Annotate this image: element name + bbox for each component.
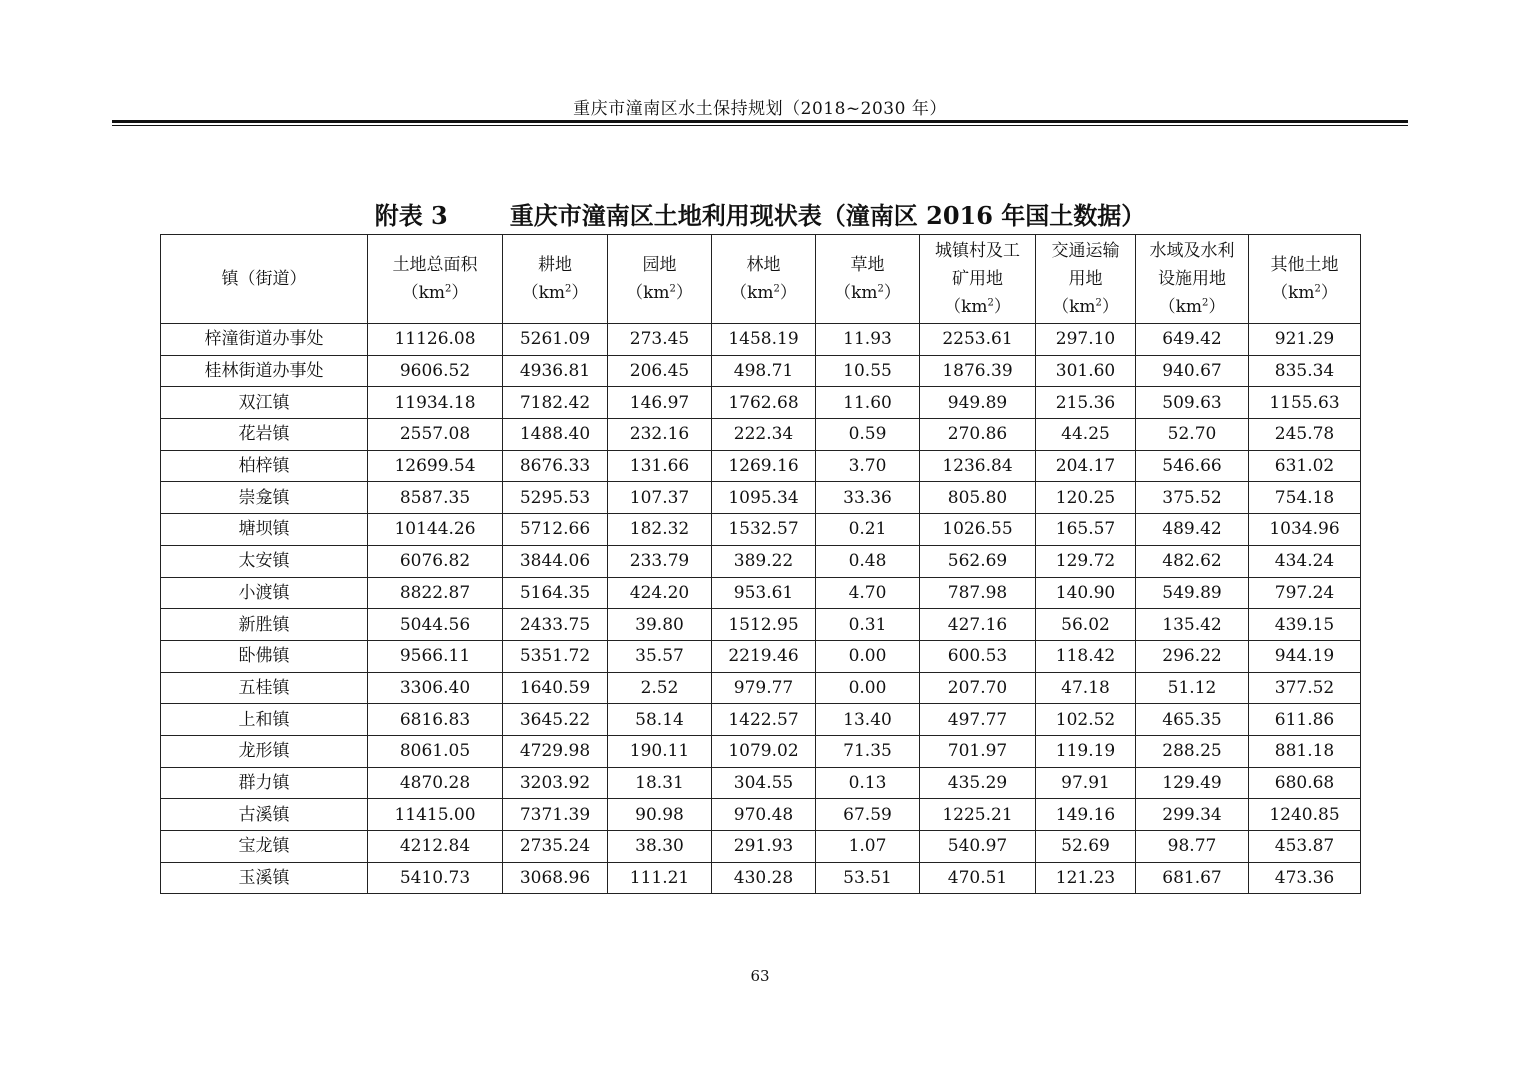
town-name-cell: 玉溪镇 (161, 862, 368, 894)
area-value-cell: 1236.84 (920, 450, 1036, 482)
table-row (161, 640, 1361, 672)
area-value-cell: 940.67 (1136, 355, 1249, 387)
header-row (161, 235, 1361, 324)
col-header-line: 矿用地 (952, 269, 1003, 289)
town-name-cell: 梓潼街道办事处 (161, 324, 368, 356)
area-value-cell: 3.70 (816, 450, 920, 482)
area-value-cell: 107.37 (608, 482, 712, 514)
area-value-cell: 1458.19 (712, 324, 816, 356)
area-value-cell: 233.79 (608, 545, 712, 577)
table-row (161, 831, 1361, 863)
area-value-cell: 71.35 (816, 735, 920, 767)
area-value-cell: 35.57 (608, 640, 712, 672)
area-value-cell: 146.97 (608, 387, 712, 419)
area-value-cell: 649.42 (1136, 324, 1249, 356)
table-row (161, 450, 1361, 482)
area-value-cell: 4212.84 (368, 831, 503, 863)
col-unit: $(km^2)$ (944, 297, 1011, 317)
town-name-cell: 群力镇 (161, 767, 368, 799)
area-value-cell: 10.55 (816, 355, 920, 387)
col-unit: $(km^2)$ (401, 283, 469, 303)
table-row (161, 577, 1361, 609)
col-header-line: 设施用地 (1158, 269, 1226, 289)
col-header-line: 林地 (746, 255, 781, 275)
area-value-cell: 1762.68 (712, 387, 816, 419)
area-value-cell: 38.30 (608, 831, 712, 863)
area-value-cell: 0.00 (816, 672, 920, 704)
running-header: 重庆市潼南区水土保持规划（2018~2030 年） (573, 99, 947, 119)
area-value-cell: 135.42 (1136, 609, 1249, 641)
town-name-cell: 双江镇 (161, 387, 368, 419)
area-value-cell: 0.00 (816, 640, 920, 672)
area-value-cell: 52.70 (1136, 419, 1249, 451)
area-value-cell: 301.60 (1036, 355, 1136, 387)
col-header-town (161, 235, 368, 324)
area-value-cell: 1488.40 (503, 419, 608, 451)
area-value-cell: 0.59 (816, 419, 920, 451)
area-value-cell: 377.52 (1249, 672, 1361, 704)
town-name-cell: 塘坝镇 (161, 514, 368, 546)
town-name-cell: 龙形镇 (161, 735, 368, 767)
col-header-forest (712, 235, 816, 324)
area-value-cell: 482.62 (1136, 545, 1249, 577)
col-unit: $(km^2)$ (730, 283, 797, 303)
area-value-cell: 439.15 (1249, 609, 1361, 641)
area-value-cell: 131.66 (608, 450, 712, 482)
table-row (161, 735, 1361, 767)
area-value-cell: 434.24 (1249, 545, 1361, 577)
area-value-cell: 291.93 (712, 831, 816, 863)
area-value-cell: 102.52 (1036, 704, 1136, 736)
area-value-cell: 389.22 (712, 545, 816, 577)
col-header-line: 草地 (850, 255, 885, 275)
area-value-cell: 435.29 (920, 767, 1036, 799)
col-unit: $(km^2)$ (834, 283, 901, 303)
col-header-line: 耕地 (538, 255, 572, 275)
area-value-cell: 1.07 (816, 831, 920, 863)
header-rule-thick (112, 120, 1408, 123)
col-header-transport (1036, 235, 1136, 324)
area-value-cell: 680.68 (1249, 767, 1361, 799)
area-value-cell: 11.60 (816, 387, 920, 419)
area-value-cell: 835.34 (1249, 355, 1361, 387)
town-name-cell: 小渡镇 (161, 577, 368, 609)
area-value-cell: 56.02 (1036, 609, 1136, 641)
area-value-cell: 3068.96 (503, 862, 608, 894)
area-value-cell: 681.67 (1136, 862, 1249, 894)
area-value-cell: 67.59 (816, 799, 920, 831)
town-name-cell: 新胜镇 (161, 609, 368, 641)
area-value-cell: 546.66 (1136, 450, 1249, 482)
col-header-grassland (816, 235, 920, 324)
table-row (161, 355, 1361, 387)
area-value-cell: 47.18 (1036, 672, 1136, 704)
area-value-cell: 1422.57 (712, 704, 816, 736)
area-value-cell: 8587.35 (368, 482, 503, 514)
area-value-cell: 2219.46 (712, 640, 816, 672)
area-value-cell: 0.21 (816, 514, 920, 546)
area-value-cell: 98.77 (1136, 831, 1249, 863)
col-unit: $(km^2)$ (626, 283, 693, 303)
area-value-cell: 562.69 (920, 545, 1036, 577)
area-value-cell: 489.42 (1136, 514, 1249, 546)
town-name-cell: 古溪镇 (161, 799, 368, 831)
area-value-cell: 11126.08 (368, 324, 503, 356)
table-caption-label: 附表 3 (374, 201, 448, 230)
col-header-line: 其他土地 (1270, 255, 1339, 275)
col-header-line: 交通运输 (1051, 241, 1120, 261)
area-value-cell: 2735.24 (503, 831, 608, 863)
area-value-cell: 8061.05 (368, 735, 503, 767)
area-value-cell: 39.80 (608, 609, 712, 641)
area-value-cell: 11934.18 (368, 387, 503, 419)
area-value-cell: 304.55 (712, 767, 816, 799)
area-value-cell: 1026.55 (920, 514, 1036, 546)
area-value-cell: 190.11 (608, 735, 712, 767)
table-row (161, 862, 1361, 894)
area-value-cell: 299.34 (1136, 799, 1249, 831)
area-value-cell: 129.49 (1136, 767, 1249, 799)
area-value-cell: 140.90 (1036, 577, 1136, 609)
area-value-cell: 121.23 (1036, 862, 1136, 894)
area-value-cell: 129.72 (1036, 545, 1136, 577)
area-value-cell: 6076.82 (368, 545, 503, 577)
col-header-line: 土地总面积 (392, 255, 478, 275)
table-row (161, 799, 1361, 831)
area-value-cell: 111.21 (608, 862, 712, 894)
area-value-cell: 245.78 (1249, 419, 1361, 451)
table-row (161, 609, 1361, 641)
area-value-cell: 5295.53 (503, 482, 608, 514)
area-value-cell: 5261.09 (503, 324, 608, 356)
area-value-cell: 273.45 (608, 324, 712, 356)
area-value-cell: 979.77 (712, 672, 816, 704)
col-header-line: 镇（街道） (221, 269, 307, 289)
area-value-cell: 473.36 (1249, 862, 1361, 894)
col-header-urban-mining (920, 235, 1036, 324)
area-value-cell: 33.36 (816, 482, 920, 514)
area-value-cell: 1512.95 (712, 609, 816, 641)
col-header-line: 水域及水利 (1149, 241, 1235, 261)
col-header-line: 用地 (1068, 269, 1103, 289)
area-value-cell: 549.89 (1136, 577, 1249, 609)
town-name-cell: 卧佛镇 (161, 640, 368, 672)
area-value-cell: 3306.40 (368, 672, 503, 704)
area-value-cell: 5044.56 (368, 609, 503, 641)
area-value-cell: 701.97 (920, 735, 1036, 767)
area-value-cell: 53.51 (816, 862, 920, 894)
area-value-cell: 1095.34 (712, 482, 816, 514)
area-value-cell: 453.87 (1249, 831, 1361, 863)
area-value-cell: 207.70 (920, 672, 1036, 704)
area-value-cell: 215.36 (1036, 387, 1136, 419)
area-value-cell: 7182.42 (503, 387, 608, 419)
area-value-cell: 497.77 (920, 704, 1036, 736)
area-value-cell: 0.13 (816, 767, 920, 799)
col-unit: $(km^2)$ (1158, 297, 1226, 317)
area-value-cell: 5164.35 (503, 577, 608, 609)
col-header-water (1136, 235, 1249, 324)
area-value-cell: 4870.28 (368, 767, 503, 799)
area-value-cell: 944.19 (1249, 640, 1361, 672)
area-value-cell: 498.71 (712, 355, 816, 387)
table-row (161, 704, 1361, 736)
area-value-cell: 3844.06 (503, 545, 608, 577)
town-name-cell: 上和镇 (161, 704, 368, 736)
area-value-cell: 232.16 (608, 419, 712, 451)
header-rule-thin (112, 125, 1408, 126)
area-value-cell: 12699.54 (368, 450, 503, 482)
area-value-cell: 465.35 (1136, 704, 1249, 736)
area-value-cell: 1876.39 (920, 355, 1036, 387)
area-value-cell: 11.93 (816, 324, 920, 356)
col-header-garden (608, 235, 712, 324)
town-name-cell: 太安镇 (161, 545, 368, 577)
area-value-cell: 204.17 (1036, 450, 1136, 482)
col-unit: $(km^2)$ (1271, 283, 1338, 303)
area-value-cell: 119.19 (1036, 735, 1136, 767)
area-value-cell: 1225.21 (920, 799, 1036, 831)
table-row (161, 387, 1361, 419)
area-value-cell: 3203.92 (503, 767, 608, 799)
area-value-cell: 52.69 (1036, 831, 1136, 863)
page-number: 63 (750, 967, 770, 985)
area-value-cell: 58.14 (608, 704, 712, 736)
area-value-cell: 1640.59 (503, 672, 608, 704)
area-value-cell: 2253.61 (920, 324, 1036, 356)
area-value-cell: 375.52 (1136, 482, 1249, 514)
table-row (161, 514, 1361, 546)
area-value-cell: 0.48 (816, 545, 920, 577)
area-value-cell: 11415.00 (368, 799, 503, 831)
area-value-cell: 754.18 (1249, 482, 1361, 514)
area-value-cell: 9606.52 (368, 355, 503, 387)
area-value-cell: 0.31 (816, 609, 920, 641)
table-row (161, 324, 1361, 356)
area-value-cell: 611.86 (1249, 704, 1361, 736)
table-row (161, 482, 1361, 514)
col-header-total-area (368, 235, 503, 324)
town-name-cell: 宝龙镇 (161, 831, 368, 863)
area-value-cell: 540.97 (920, 831, 1036, 863)
area-value-cell: 9566.11 (368, 640, 503, 672)
area-value-cell: 1240.85 (1249, 799, 1361, 831)
area-value-cell: 430.28 (712, 862, 816, 894)
col-unit: $(km^2)$ (521, 283, 589, 303)
area-value-cell: 8822.87 (368, 577, 503, 609)
col-header-line: 园地 (642, 255, 677, 275)
area-value-cell: 4729.98 (503, 735, 608, 767)
area-value-cell: 270.86 (920, 419, 1036, 451)
area-value-cell: 18.31 (608, 767, 712, 799)
area-value-cell: 222.34 (712, 419, 816, 451)
area-value-cell: 787.98 (920, 577, 1036, 609)
table-caption (0, 196, 1520, 231)
area-value-cell: 7371.39 (503, 799, 608, 831)
town-name-cell: 桂林街道办事处 (161, 355, 368, 387)
area-value-cell: 44.25 (1036, 419, 1136, 451)
area-value-cell: 118.42 (1036, 640, 1136, 672)
area-value-cell: 970.48 (712, 799, 816, 831)
land-use-table (160, 234, 1361, 894)
area-value-cell: 1034.96 (1249, 514, 1361, 546)
area-value-cell: 427.16 (920, 609, 1036, 641)
area-value-cell: 8676.33 (503, 450, 608, 482)
area-value-cell: 97.91 (1036, 767, 1136, 799)
area-value-cell: 297.10 (1036, 324, 1136, 356)
area-value-cell: 805.80 (920, 482, 1036, 514)
area-value-cell: 296.22 (1136, 640, 1249, 672)
area-value-cell: 1269.16 (712, 450, 816, 482)
town-name-cell: 花岩镇 (161, 419, 368, 451)
area-value-cell: 424.20 (608, 577, 712, 609)
area-value-cell: 1532.57 (712, 514, 816, 546)
area-value-cell: 4936.81 (503, 355, 608, 387)
town-name-cell: 五桂镇 (161, 672, 368, 704)
area-value-cell: 2.52 (608, 672, 712, 704)
area-value-cell: 5712.66 (503, 514, 608, 546)
area-value-cell: 120.25 (1036, 482, 1136, 514)
area-value-cell: 1155.63 (1249, 387, 1361, 419)
area-value-cell: 182.32 (608, 514, 712, 546)
area-value-cell: 6816.83 (368, 704, 503, 736)
area-value-cell: 51.12 (1136, 672, 1249, 704)
area-value-cell: 949.89 (920, 387, 1036, 419)
area-value-cell: 90.98 (608, 799, 712, 831)
area-value-cell: 2433.75 (503, 609, 608, 641)
area-value-cell: 149.16 (1036, 799, 1136, 831)
table-row (161, 419, 1361, 451)
table-row (161, 767, 1361, 799)
col-header-other (1249, 235, 1361, 324)
area-value-cell: 2557.08 (368, 419, 503, 451)
area-value-cell: 3645.22 (503, 704, 608, 736)
area-value-cell: 1079.02 (712, 735, 816, 767)
town-name-cell: 崇龛镇 (161, 482, 368, 514)
col-header-line: 城镇村及工 (935, 241, 1020, 261)
area-value-cell: 509.63 (1136, 387, 1249, 419)
area-value-cell: 13.40 (816, 704, 920, 736)
table-body (161, 324, 1361, 894)
area-value-cell: 5351.72 (503, 640, 608, 672)
area-value-cell: 165.57 (1036, 514, 1136, 546)
area-value-cell: 4.70 (816, 577, 920, 609)
town-name-cell: 柏梓镇 (161, 450, 368, 482)
col-unit: $(km^2)$ (1052, 297, 1119, 317)
col-header-cropland (503, 235, 608, 324)
area-value-cell: 5410.73 (368, 862, 503, 894)
table-row (161, 545, 1361, 577)
area-value-cell: 600.53 (920, 640, 1036, 672)
table-caption-title: 重庆市潼南区土地利用现状表（潼南区 2016 年国土数据） (509, 201, 1146, 230)
area-value-cell: 797.24 (1249, 577, 1361, 609)
area-value-cell: 953.61 (712, 577, 816, 609)
area-value-cell: 881.18 (1249, 735, 1361, 767)
area-value-cell: 470.51 (920, 862, 1036, 894)
area-value-cell: 631.02 (1249, 450, 1361, 482)
area-value-cell: 288.25 (1136, 735, 1249, 767)
area-value-cell: 921.29 (1249, 324, 1361, 356)
table-header (161, 235, 1361, 324)
area-value-cell: 206.45 (608, 355, 712, 387)
area-value-cell: 10144.26 (368, 514, 503, 546)
table-row (161, 672, 1361, 704)
